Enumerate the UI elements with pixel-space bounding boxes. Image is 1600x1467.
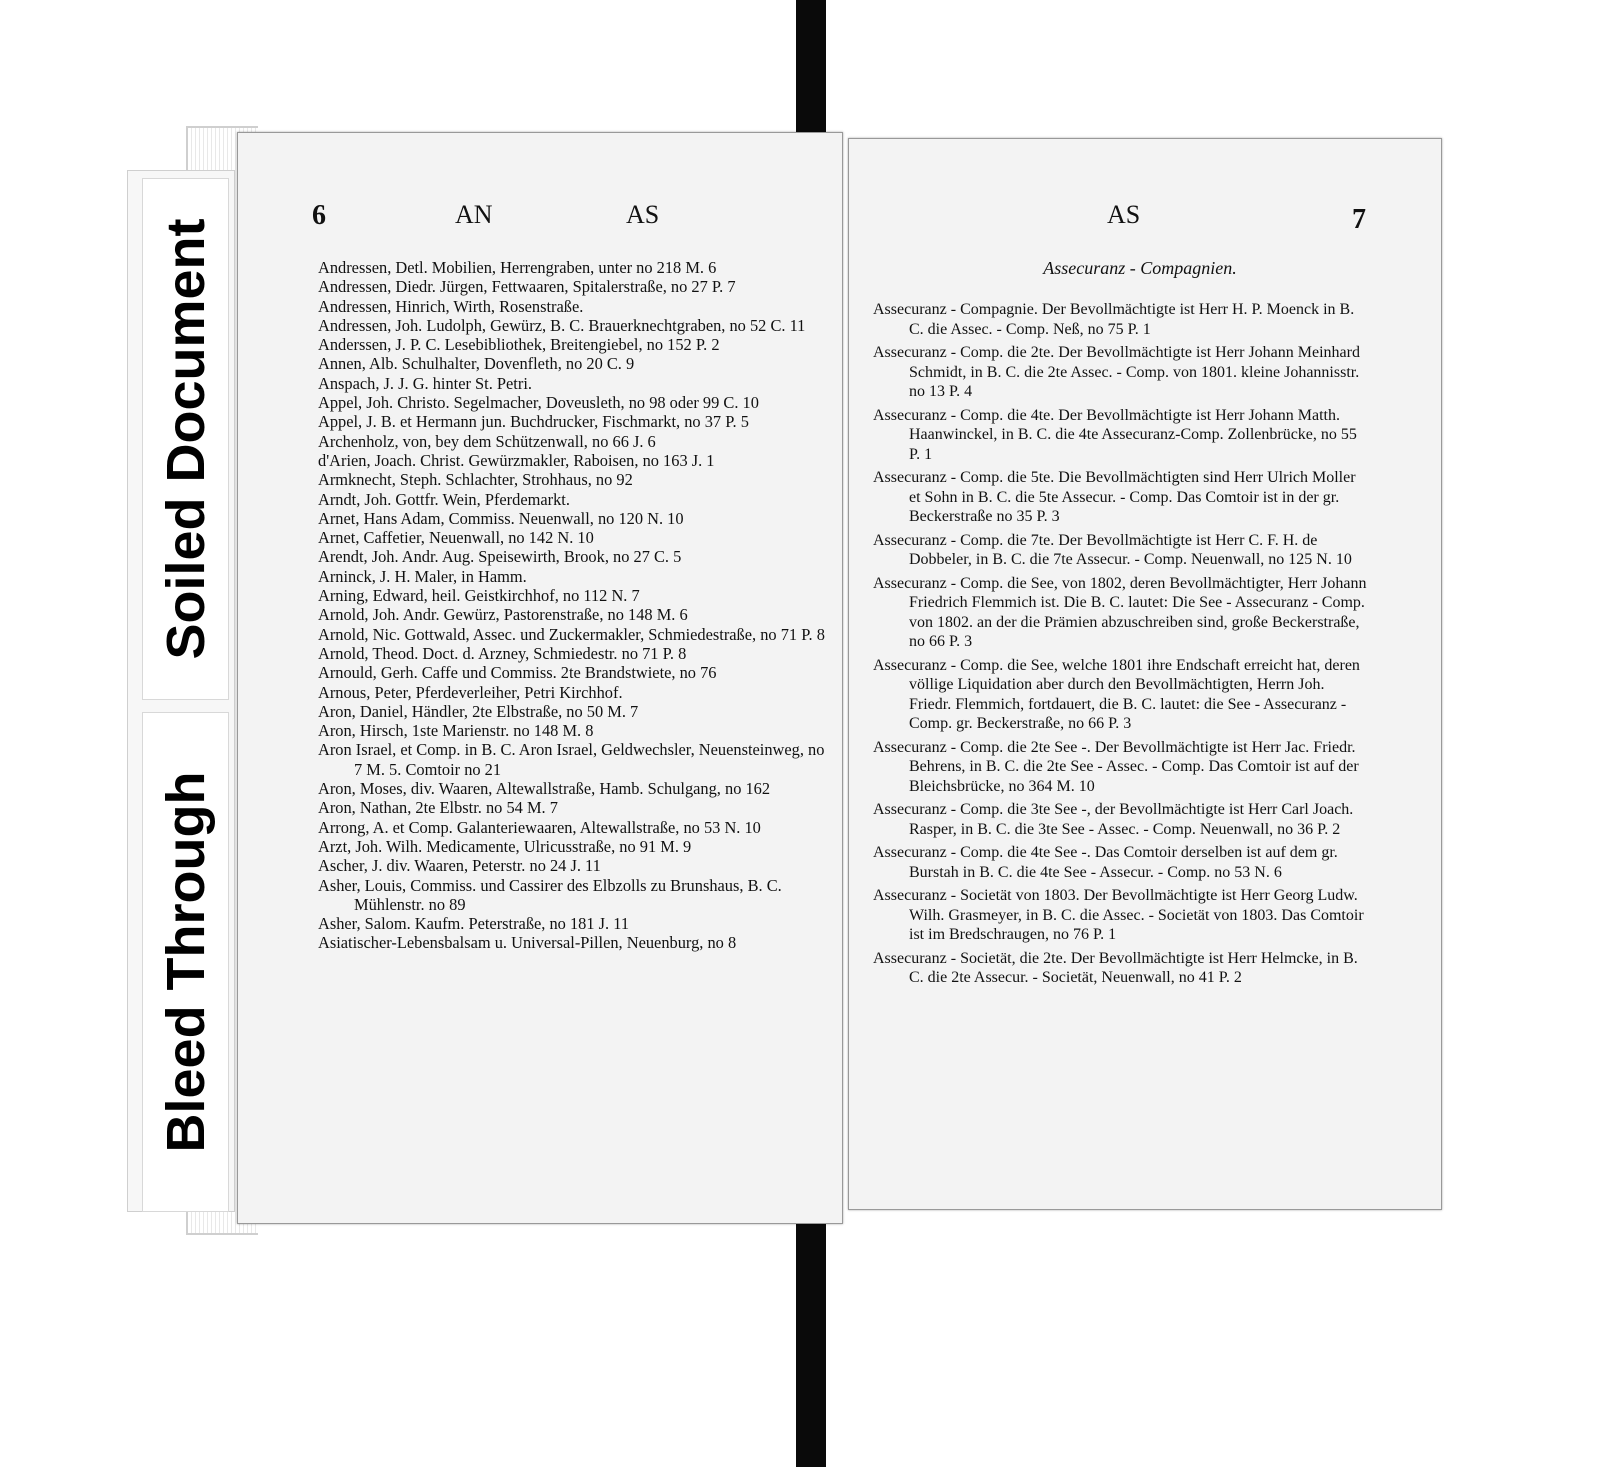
bleed-through-tag bbox=[142, 712, 229, 1212]
directory-entry: Armknecht, Steph. Schlachter, Strohhaus, no 92 bbox=[318, 470, 633, 490]
directory-entry: Andressen, Hinrich, Wirth, Rosenstraße. bbox=[318, 296, 584, 316]
directory-entry: Aron, Moses, div. Waaren, Altewallstraße, Hamb. Schulgang, no 162 bbox=[318, 779, 771, 799]
directory-entry: Ascher, J. div. Waaren, Peterstr. no 24 J. 11 bbox=[318, 856, 601, 876]
directory-entry: Appel, J. B. et Hermann jun. Buchdrucker, Fischmarkt, no 37 P. 5 bbox=[318, 412, 749, 432]
section-title: Assecuranz - Compagnien. bbox=[1043, 258, 1237, 278]
directory-entry: Arnold, Nic. Gottwald, Assec. und Zuckermakler, Schmiedestraße, no 71 P. 8 bbox=[318, 624, 825, 644]
soiled-document-label: Soiled Document bbox=[155, 218, 216, 660]
directory-entry: Aron Israel, et Comp. in B. C. Aron Israel, Geldwechsler, Neuensteinweg, no 7 M. 5. Comtoir no 21 bbox=[318, 740, 825, 779]
soiled-document-tag bbox=[142, 178, 229, 700]
insurance-entry: Assecuranz - Comp. die 2te. Der Bevollmächtigte ist Herr Johann Meinhard Schmidt, in B. C. die 2te Assec. - Comp. von 1801. kleine Johannisstr. no 13 P. 4 bbox=[873, 344, 1360, 400]
insurance-entry: Assecuranz - Comp. die 3te See -, der Bevollmächtigte ist Herr Carl Joach. Rasper, in B. C. die 3te See - Assec. - Comp. Neuenwall, no 36 P. 2 bbox=[873, 801, 1354, 838]
insurance-entry: Assecuranz - Comp. die See, von 1802, deren Bevollmächtigter, Herr Johann Friedrich Flemmich ist. Die B. C. lautet: Die See - Assecuranz - Comp. von 1802. an der die Prämien abzuschreiben sind, große Beckerstraße, no 66 P. 3 bbox=[873, 574, 1367, 650]
directory-entry: Andressen, Joh. Ludolph, Gewürz, B. C. Brauerknechtgraben, no 52 C. 11 bbox=[318, 315, 806, 335]
left-header-as: AS bbox=[626, 200, 660, 229]
directory-entry: Andressen, Diedr. Jürgen, Fettwaaren, Spitalerstraße, no 27 P. 7 bbox=[318, 277, 736, 297]
directory-entry: Arendt, Joh. Andr. Aug. Speisewirth, Brook, no 27 C. 5 bbox=[318, 547, 682, 567]
insurance-entry: Assecuranz - Comp. die See, welche 1801 ihre Endschaft erreicht hat, deren völlige Liquidation aber durch den Bevollmächtigten, Herrn Joh. Friedr. Flemmich, fortdauert, die B. C. lautet: die See - Assecuranz - Comp. gr. Beckerstraße, no 66 P. 3 bbox=[873, 656, 1360, 732]
directory-entry: Arnold, Joh. Andr. Gewürz, Pastorenstraße, no 148 M. 6 bbox=[318, 605, 688, 625]
directory-entry: Arzt, Joh. Wilh. Medicamente, Ulricusstraße, no 91 M. 9 bbox=[318, 836, 692, 856]
right-header-as: AS bbox=[1107, 200, 1141, 229]
directory-entry: Arnold, Theod. Doct. d. Arzney, Schmiedestr. no 71 P. 8 bbox=[318, 643, 687, 663]
insurance-entry: Assecuranz - Societät von 1803. Der Bevollmächtigte ist Herr Georg Ludw. Wilh. Grasmeyer, in B. C. die Assec. - Societät von 1803. Das Comtoir ist im Bredschraugen, no 76 P. 1 bbox=[873, 887, 1364, 943]
left-page-number: 6 bbox=[312, 200, 326, 231]
insurance-entry: Assecuranz - Comp. die 4te. Der Bevollmächtigte ist Herr Johann Matth. Haanwinckel, in B. C. die 4te Assecuranz-Comp. Zollenbrücke, no 55 P. 1 bbox=[873, 406, 1357, 463]
right-entry-list bbox=[873, 300, 1368, 992]
directory-entry: Anspach, J. J. G. hinter St. Petri. bbox=[318, 373, 532, 393]
right-page-number: 7 bbox=[1352, 204, 1366, 235]
directory-entry: Andressen, Detl. Mobilien, Herrengraben, unter no 218 M. 6 bbox=[318, 258, 717, 277]
directory-entry: Appel, Joh. Christo. Segelmacher, Doveusleth, no 98 oder 99 C. 10 bbox=[318, 393, 759, 413]
left-entry-list bbox=[318, 258, 828, 953]
directory-entry: Asher, Salom. Kaufm. Peterstraße, no 181 J. 11 bbox=[318, 914, 630, 934]
directory-entry: Asiatischer-Lebensbalsam u. Universal-Pillen, Neuenburg, no 8 bbox=[318, 933, 737, 953]
directory-entry: Arrong, A. et Comp. Galanteriewaaren, Altewallstraße, no 53 N. 10 bbox=[318, 817, 761, 837]
insurance-entry: Assecuranz - Comp. die 2te See -. Der Bevollmächtigte ist Herr Jac. Friedr. Behrens, in B. C. die 2te See - Assec. - Comp. Das Comtoir ist auf der Bleichsbrücke, no 364 M. 10 bbox=[873, 738, 1359, 795]
insurance-entry: Assecuranz - Comp. die 7te. Der Bevollmächtigte ist Herr C. F. H. de Dobbeler, in B. C. die 7te Assecur. - Comp. Neuenwall, no 125 N. 10 bbox=[873, 531, 1352, 568]
directory-entry: Arninck, J. H. Maler, in Hamm. bbox=[318, 566, 527, 586]
directory-entry: Arndt, Joh. Gottfr. Wein, Pferdemarkt. bbox=[318, 489, 570, 509]
insurance-entry: Assecuranz - Societät, die 2te. Der Bevollmächtigte ist Herr Helmcke, in B. C. die 2te Assecur. - Societät, Neuenwall, no 41 P. 2 bbox=[873, 949, 1358, 986]
directory-entry: Archenholz, von, bey dem Schützenwall, no 66 J. 6 bbox=[318, 431, 656, 451]
directory-entry: Arning, Edward, heil. Geistkirchhof, no 112 N. 7 bbox=[318, 586, 640, 606]
directory-entry: Anderssen, J. P. C. Lesebibliothek, Breitengiebel, no 152 P. 2 bbox=[318, 335, 720, 355]
left-header-an: AN bbox=[455, 200, 493, 229]
directory-entry: Aron, Hirsch, 1ste Marienstr. no 148 M. 8 bbox=[318, 721, 594, 741]
insurance-entry: Assecuranz - Comp. die 4te See -. Das Comtoir derselben ist auf dem gr. Burstah in B. C. die 4te See - Assecur. - Comp. no 53 N. 6 bbox=[873, 844, 1338, 881]
directory-entry: Aron, Daniel, Händler, 2te Elbstraße, no 50 M. 7 bbox=[318, 701, 639, 721]
directory-entry: Aron, Nathan, 2te Elbstr. no 54 M. 7 bbox=[318, 798, 558, 818]
insurance-entry: Assecuranz - Compagnie. Der Bevollmächtigte ist Herr H. P. Moenck in B. C. die Assec. - Comp. Neß, no 75 P. 1 bbox=[873, 301, 1355, 338]
directory-entry: Arnould, Gerh. Caffe und Commiss. 2te Brandstwiete, no 76 bbox=[318, 663, 717, 683]
binding-strap-bottom bbox=[796, 1200, 826, 1467]
directory-entry: Arnet, Hans Adam, Commiss. Neuenwall, no 120 N. 10 bbox=[318, 508, 684, 528]
bleed-through-label: Bleed Through bbox=[155, 771, 216, 1153]
directory-entry: Arnet, Caffetier, Neuenwall, no 142 N. 10 bbox=[318, 528, 594, 548]
directory-entry: d'Arien, Joach. Christ. Gewürzmakler, Raboisen, no 163 J. 1 bbox=[318, 450, 715, 470]
directory-entry: Annen, Alb. Schulhalter, Dovenfleth, no 20 C. 9 bbox=[318, 354, 635, 374]
insurance-entry: Assecuranz - Comp. die 5te. Die Bevollmächtigten sind Herr Ulrich Moller et Sohn in B. C. die 5te Assecur. - Comp. Das Comtoir ist in der gr. Beckerstraße no 35 P. 3 bbox=[873, 469, 1356, 525]
directory-entry: Arnous, Peter, Pferdeverleiher, Petri Kirchhof. bbox=[318, 682, 623, 702]
directory-entry: Asher, Louis, Commiss. und Cassirer des Elbzolls zu Brunshaus, B. C. Mühlenstr. no 89 bbox=[318, 875, 782, 914]
